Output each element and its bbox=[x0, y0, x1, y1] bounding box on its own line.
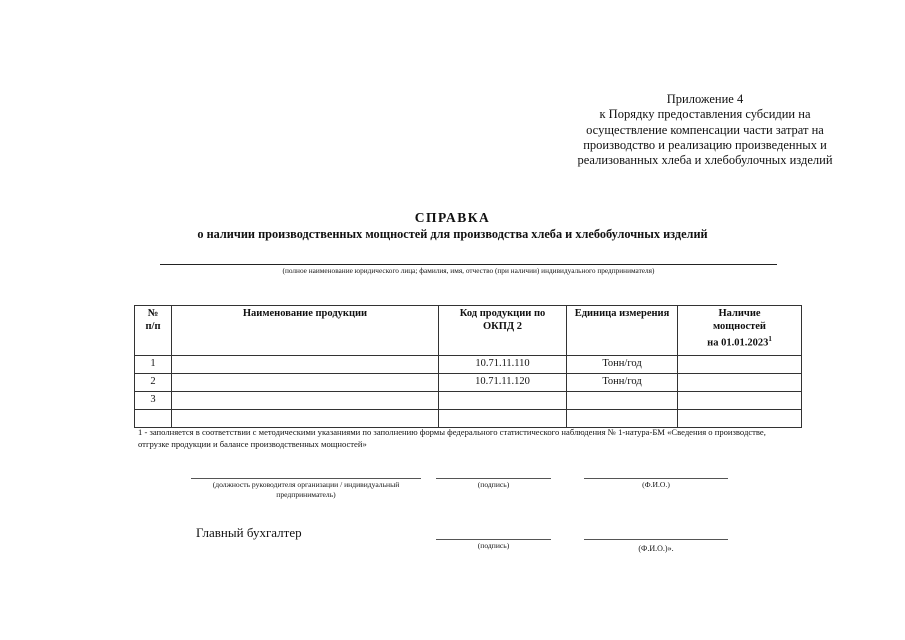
code-cell[interactable] bbox=[439, 410, 567, 428]
accountant-fio-line[interactable] bbox=[584, 539, 728, 540]
appendix-line: производство и реализацию произведенных и bbox=[583, 137, 827, 152]
unit-cell[interactable] bbox=[567, 410, 678, 428]
header-number: № п/п bbox=[135, 306, 172, 356]
row-number: 1 bbox=[135, 356, 172, 374]
appendix-line: к Порядку предоставления субсидии на bbox=[599, 107, 811, 122]
signature-caption: (подпись) bbox=[477, 480, 510, 489]
table-row bbox=[135, 356, 802, 374]
organization-name-line[interactable] bbox=[160, 264, 777, 265]
table-row bbox=[135, 410, 802, 428]
chief-accountant-label: Главный бухгалтер bbox=[196, 525, 302, 540]
unit-cell[interactable]: Тонн/год bbox=[567, 356, 678, 374]
position-caption: (должность руководителя организации / индивидуальный предприниматель) bbox=[212, 480, 400, 499]
product-cell[interactable] bbox=[172, 410, 439, 428]
table-row bbox=[135, 392, 802, 410]
unit-cell[interactable] bbox=[567, 392, 678, 410]
document-subtitle: о наличии производственных мощностей для производства хлеба и хлебобулочных изделий bbox=[197, 227, 708, 241]
table-row bbox=[135, 374, 802, 392]
capacity-cell[interactable] bbox=[678, 392, 802, 410]
header-code: Код продукции по ОКПД 2 bbox=[439, 306, 567, 356]
accountant-fio-caption: (Ф.И.О.)». bbox=[638, 544, 674, 553]
appendix-block bbox=[555, 92, 855, 168]
capacity-cell[interactable] bbox=[678, 356, 802, 374]
accountant-signature-line[interactable] bbox=[436, 539, 551, 540]
capacity-cell[interactable] bbox=[678, 410, 802, 428]
fio-line[interactable] bbox=[584, 478, 728, 479]
capacity-cell[interactable] bbox=[678, 374, 802, 392]
table-header-row bbox=[135, 306, 802, 356]
accountant-signature-caption: (подпись) bbox=[477, 541, 510, 550]
row-number: 2 bbox=[135, 374, 172, 392]
product-cell[interactable] bbox=[172, 374, 439, 392]
document-title: СПРАВКА bbox=[414, 210, 491, 225]
header-capacity: Наличие мощностей на 01.01.2023$^1$ bbox=[678, 306, 802, 356]
product-cell[interactable] bbox=[172, 392, 439, 410]
organization-name-caption: (полное наименование юридического лица; фамилия, имя, отчество (при наличии) индивидуального предпринимателя) bbox=[282, 266, 655, 275]
appendix-line: реализованных хлеба и хлебобулочных изделий bbox=[577, 153, 833, 168]
code-cell[interactable]: 10.71.11.110 bbox=[439, 356, 567, 374]
fio-caption: (Ф.И.О.) bbox=[642, 480, 670, 489]
code-cell[interactable]: 10.71.11.120 bbox=[439, 374, 567, 392]
appendix-line: Приложение 4 bbox=[666, 92, 744, 106]
header-product: Наименование продукции bbox=[172, 306, 439, 356]
header-unit: Единица измерения bbox=[567, 306, 678, 356]
products-table bbox=[134, 305, 802, 428]
appendix-line: осуществление компенсации части затрат на bbox=[586, 122, 824, 137]
signature-line[interactable] bbox=[436, 478, 551, 479]
unit-cell[interactable]: Тонн/год bbox=[567, 374, 678, 392]
row-number: 3 bbox=[135, 392, 172, 410]
position-signature-line[interactable] bbox=[191, 478, 421, 479]
code-cell[interactable] bbox=[439, 392, 567, 410]
footnote: 1 - заполняется в соответствии с методическими указаниями по заполнению формы федерального статистического наблюдения № 1-натура-БМ «Сведения о производстве, отгрузке продукции и балансе производственных мощностей» bbox=[138, 427, 766, 449]
row-number bbox=[135, 410, 172, 428]
product-cell[interactable] bbox=[172, 356, 439, 374]
